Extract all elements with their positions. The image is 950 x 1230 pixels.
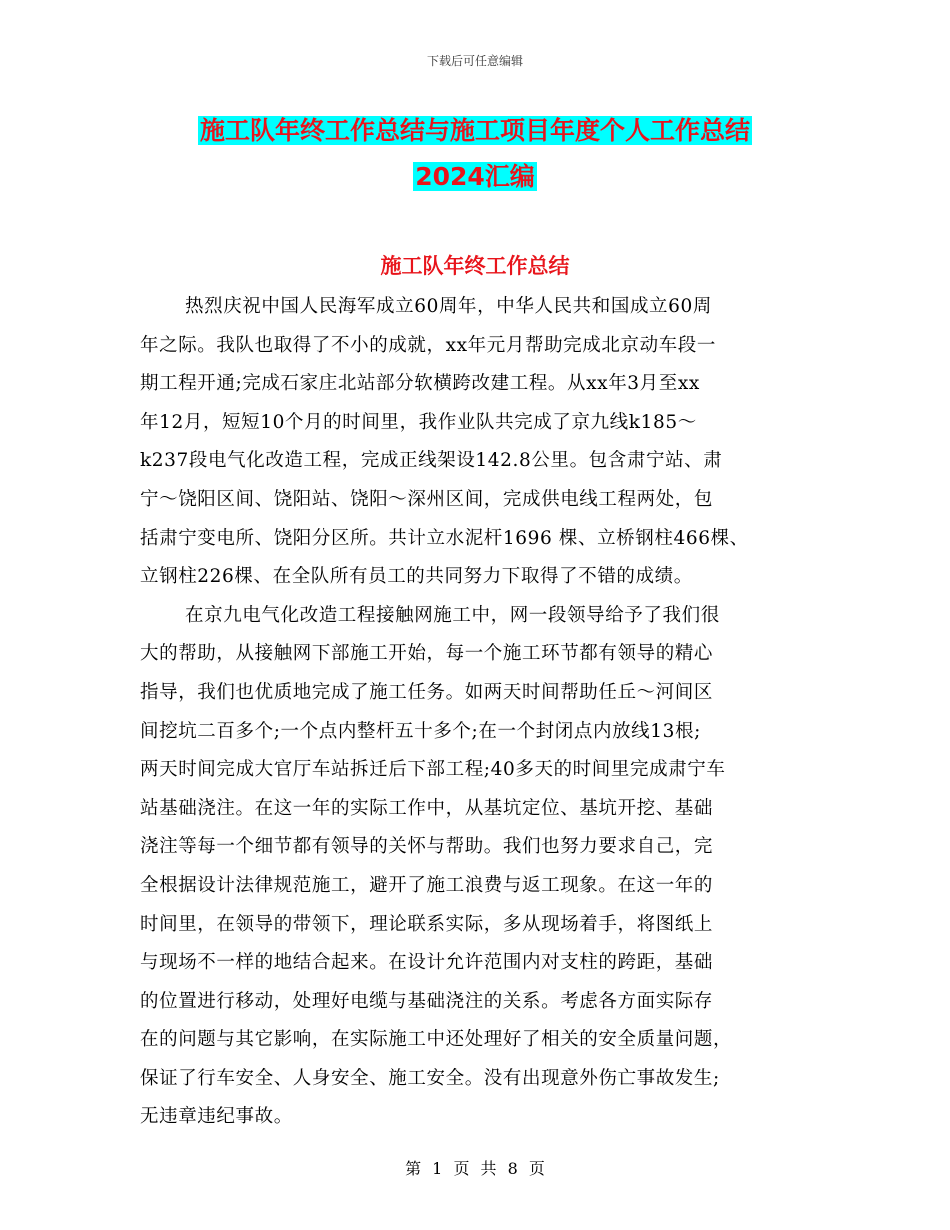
paragraph-2-line: 全根据设计法律规范施工，避开了施工浪费与返工现象。在这一年的 <box>140 874 714 896</box>
paragraph-2-line: 两天时间完成大官厅车站拆迁后下部工程;40多天的时间里完成肃宁车 <box>140 759 726 781</box>
paragraph-2-line: 与现场不一样的地结合起来。在设计允许范围内对支柱的跨距，基础 <box>140 952 714 974</box>
paragraph-2-line: 在的问题与其它影响，在实际施工中还处理好了相关的安全质量问题， <box>140 1029 733 1051</box>
body-text <box>140 288 820 1137</box>
paragraph-1-line: k237段电气化改造工程，完成正线架设142.8公里。包含肃宁站、肃 <box>140 450 723 472</box>
section-title: 施工队年终工作总结 <box>380 254 570 278</box>
document-title-line-1: 施工队年终工作总结与施工项目年度个人工作总结 <box>199 116 750 145</box>
paragraph-1-line: 年之际。我队也取得了不小的成就，xx年元月帮助完成北京动车段一 <box>140 334 716 356</box>
paragraph-2-line: 在京九电气化改造工程接触网施工中，网一段领导给予了我们很 <box>185 604 720 626</box>
paragraph-2-line: 无违章违纪事故。 <box>140 1106 293 1128</box>
paragraph-2-line: 时间里，在领导的带领下，理论联系实际，多从现场着手，将图纸上 <box>140 913 714 935</box>
document-title <box>0 108 950 200</box>
paragraph-1-line: 立钢柱226棵、在全队所有员工的共同努力下取得了不错的成绩。 <box>140 566 693 588</box>
paragraph-2-line: 的位置进行移动，处理好电缆与基础浇注的关系。考虑各方面实际存 <box>140 990 714 1012</box>
page-header-note: 下载后可任意编辑 <box>426 54 523 68</box>
paragraph-2-line: 浇注等每一个细节都有领导的关怀与帮助。我们也努力要求自己，完 <box>140 836 714 858</box>
paragraph-1-line: 年12月，短短10个月的时间里，我作业队共完成了京九线k185～ <box>140 411 697 433</box>
paragraph-2-line: 大的帮助，从接触网下部施工开始，每一个施工环节都有领导的精心 <box>140 643 714 665</box>
paragraph-1-line: 热烈庆祝中国人民海军成立60周年，中华人民共和国成立60周 <box>185 296 712 317</box>
paragraph-2-line: 间挖坑二百多个;一个点内整杆五十多个;在一个封闭点内放线13根; <box>140 720 701 742</box>
paragraph-1-line: 期工程开通;完成石家庄北站部分软横跨改建工程。从xx年3月至xx <box>140 373 700 395</box>
paragraph-2-line: 站基础浇注。在这一年的实际工作中，从基坑定位、基坑开挖、基础 <box>140 797 714 819</box>
paragraph-2-line: 指导，我们也优质地完成了施工任务。如两天时间帮助任丘～河间区 <box>140 681 714 703</box>
page-number: 第 1 页 共 8 页 <box>405 1159 545 1178</box>
paragraph-2-line: 保证了行车安全、人身安全、施工安全。没有出现意外伤亡事故发生; <box>140 1067 720 1089</box>
document-title-line-2: 2024汇编 <box>415 162 535 191</box>
paragraph-1-line: 括肃宁变电所、饶阳分区所。共计立水泥杆1696 棵、立桥钢柱466棵、 <box>140 527 749 549</box>
paragraph-1-line: 宁～饶阳区间、饶阳站、饶阳～深州区间，完成供电线工程两处，包 <box>140 488 714 510</box>
